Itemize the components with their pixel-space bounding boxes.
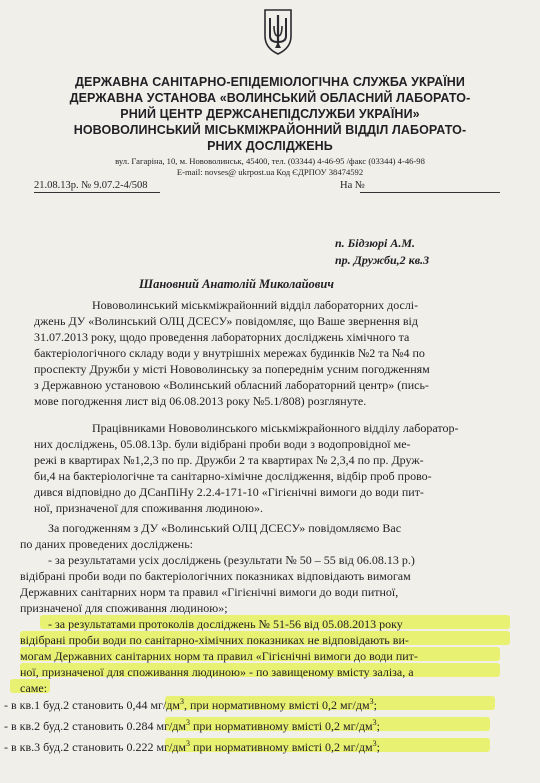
body-line: Державних санітарних норм та правил «Гігієнічні вимоги до води питної,	[20, 585, 399, 599]
body-line: джень ДУ «Волинський ОЛЦ ДСЕСУ» повідомляє, що Ваше звернення від	[34, 314, 418, 328]
trident-coat-of-arms-icon	[262, 8, 294, 56]
body-line: по даних проведених досліджень:	[20, 537, 194, 551]
body-line: проспекту Дружби у місті Нововолинську за попереднім усним погодженням	[34, 362, 430, 376]
underline	[34, 192, 160, 193]
result-value: 0.284 мг/дм	[126, 719, 186, 733]
body-line: - за результатами усіх досліджень (результати № 50 – 55 від 06.08.13 р.)	[48, 553, 415, 567]
header-line-4: НОВОВОЛИНСЬКИЙ МІСЬКМІЖРАЙОННИЙ ВІДДІЛ ЛАБОРАТО-	[73, 123, 467, 137]
body-line: відібрані проби води по санітарно-хімічних показниках не відповідають ви-	[20, 633, 409, 647]
result-value: 0,44 мг/дм	[126, 698, 180, 712]
reference-line	[0, 180, 540, 194]
body-line: призначеної для споживання людиною»;	[20, 601, 228, 615]
body-line: них досліджень, 05.08.13р. були відібрані проби води з водопровідної ме-	[34, 437, 411, 451]
recipient-address: пр. Дружби,2 кв.3	[335, 253, 430, 267]
body-line: ної, призначеної для споживання людиною».	[34, 501, 263, 515]
body-line: ної, призначеної для споживання людиною» - по завищеному вмісту заліза, а	[20, 665, 414, 679]
body-line: дився відповідно до ДСанПіНу 2.2.4-171-10 «Гігієнічні вимоги до води пит-	[34, 485, 424, 499]
recipient-name: п. Бідзюрі А.М.	[335, 236, 416, 250]
body-line: бактеріологічного складу води у внутрішніх мережах будинків №2 та №4 по	[34, 346, 425, 360]
body-line: мове погодження лист від 06.08.2013 року №5.1/808) розглянуте.	[34, 394, 367, 408]
underline	[360, 192, 500, 193]
header-line-3: РНИЙ ЦЕНТР ДЕРЖСАНЕПІДСЛУЖБИ УКРАЇНИ»	[120, 107, 420, 121]
body-line: - за результатами протоколів досліджень № 51-56 від 05.08.2013 року	[48, 617, 403, 631]
header-line-5: РНИХ ДОСЛІДЖЕНЬ	[207, 139, 333, 153]
result-line-apt3: - в кв.3 буд.2 становить 0.222 $мг/дм^3$ при нормативному вмісті 0,2 $мг/дм^3$;	[4, 739, 380, 754]
body-line: Нововолинський міськміжрайонний відділ лабораторних дослі-	[92, 298, 419, 312]
body-line: За погодженням з ДУ «Волинський ОЛЦ ДСЕСУ» повідомляємо Вас	[48, 521, 402, 535]
body-line: би,4 на бактеріологічне та санітарно-хімічне дослідження, відбір проб прово-	[34, 469, 432, 483]
salutation: Шановний Анатолій Миколайович	[139, 277, 334, 291]
body-line: 31.07.2013 року, щодо проведення лабораторних досліджень хімічного та	[34, 330, 410, 344]
header-line-2: ДЕРЖАВНА УСТАНОВА «ВОЛИНСЬКИЙ ОБЛАСНИЙ ЛАБОРАТО-	[69, 91, 471, 105]
body-line: з Державною установою «Волинський обласний лабораторний центр» (пись-	[34, 378, 429, 392]
header-contacts: E-mail: novses@ ukrpost.ua Код ЄДРПОУ 38474592	[176, 167, 364, 177]
body-line: Працівниками Нововолинського міськміжрайонного відділу лаборатор-	[92, 421, 459, 435]
result-value: 0.222 мг/дм	[126, 740, 186, 754]
incoming-number-label: На №	[340, 180, 365, 191]
result-line-apt1: - в кв.1 буд.2 становить 0,44 $мг/дм^3$, при нормативному вмісті 0,2 $мг/дм^3$;	[4, 697, 377, 712]
body-line: режі в квартирах №1,2,3 по пр. Дружби 2 та квартирах № 2,3,4 по пр. Друж-	[34, 453, 424, 467]
body-line: відібрані проби води по бактеріологічних показниках відповідають вимогам	[20, 569, 411, 583]
header-line-1: ДЕРЖАВНА САНІТАРНО-ЕПІДЕМІОЛОГІЧНА СЛУЖБА УКРАЇНИ	[75, 75, 465, 89]
body-line: саме:	[20, 681, 48, 695]
result-line-apt2: - в кв.2 буд.2 становить 0.284 $мг/дм^3$ при нормативному вмісті 0,2 $мг/дм^3$;	[4, 718, 380, 733]
outgoing-number: 21.08.13р. № 9.07.2-4/508	[34, 180, 148, 191]
body-line: могам Державних санітарних норм та правил «Гігієнічні вимоги до води пит-	[20, 649, 418, 663]
header-address: вул. Гагаріна, 10, м. Нововолинськ, 45400, тел. (03344) 4-46-95 /факс (03344) 4-46-98	[115, 156, 425, 166]
